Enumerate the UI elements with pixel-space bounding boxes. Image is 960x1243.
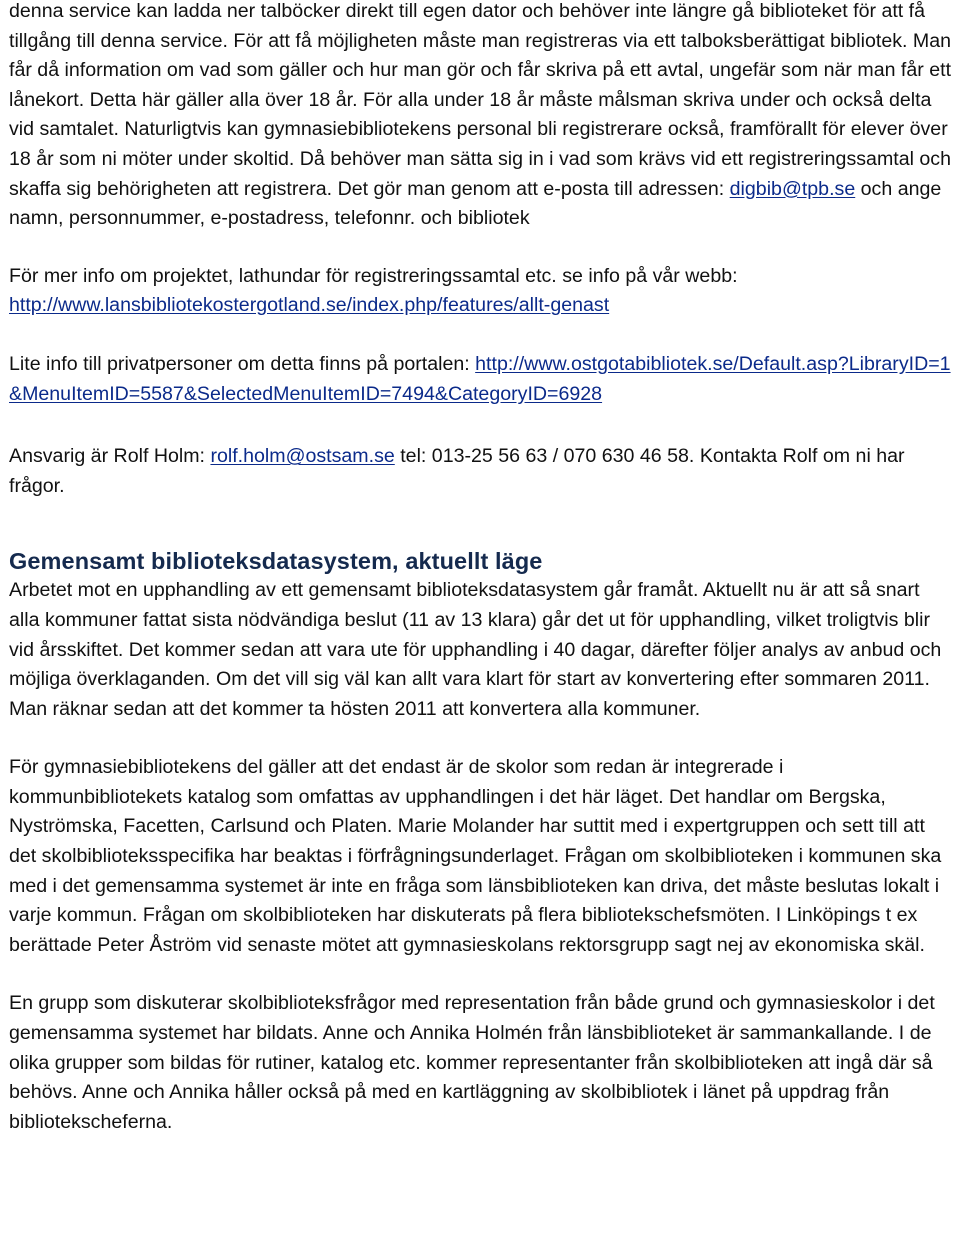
email-link-rolf-holm[interactable]: rolf.holm@ostsam.se <box>210 445 395 468</box>
paragraph-procurement: Arbetet mot en upphandling av ett gemensamt biblioteksdatasystem går framåt. Aktuellt nu är att så snart alla kommuner fattat sista nödvändiga beslut (11 av 13 klara) går det ut för upphandling, vilket troligtvis blir vid årsskiftet. Det kommer sedan att vara ute för upphandling i 40 dagar, därefter följer analys av anbud och möjliga överklaganden. Om det vill sig väl kan allt vara klart för start av konvertering efter sommaren 2011. Man räknar sedan att det kommer ta hösten 2011 att konvertera alla kommuner. <box>9 579 942 720</box>
paragraph-registration <box>9 0 952 234</box>
paragraph-portal-info <box>9 350 952 409</box>
email-link-digbib[interactable]: digbib@tpb.se <box>729 177 856 200</box>
paragraph-registration-tail: och ange namn, personnummer, e-postadress, telefonnr. och bibliotek <box>9 177 942 230</box>
paragraph-registration-text: denna service kan ladda ner talböcker direkt till egen dator och behöver inte längre gå biblioteket för att få tillgång till denna service. För att få möjligheten måste man registreras via ett talboksberättigat bibliotek. Man får då information om vad som gäller och hur man gör och får skriva på ett avtal, ungefär som när man får ett lånekort. Detta här gäller alla över 18 år. För alla under 18 år måste målsman skriva under och också delta vid samtalet. Naturligtvis kan gymnasiebibliotekens personal bli registrerare också, framförallt för elever över 18 år som ni möter under skoltid. Då behöver man sätta sig in i vad som krävs vid ett registreringssamtal och skaffa sig behörigheten att registrera. Det gör man genom att e-posta till adressen: <box>9 0 952 200</box>
paragraph-contact-tail: tel: 013-25 56 63 / 070 630 46 58. Kontakta Rolf om ni har frågor. <box>9 445 905 497</box>
paragraph-project-info-text: För mer info om projektet, lathundar för registreringssamtal etc. se info på vår webb: <box>9 264 738 287</box>
section-heading: Gemensamt biblioteksdatasystem, aktuellt läge <box>9 548 543 575</box>
paragraph-school-libraries: För gymnasiebibliotekens del gäller att det endast är de skolor som redan är integrerade i kommunbibliotekets katalog som omfattas av upphandlingen i det här läget. Det handlar om Bergska, Nyströmska, Facetten, Carlsund och Platen. Marie Molander har suttit med i expertgruppen och sett till att det skolbiblioteksspecifika har beaktas i förfrågningsunderlaget. Frågan om skolbiblioteken i kommunen ska med i det gemensamma systemet är inte en fråga som länsbiblioteken kan driva, det måste beslutas lokalt i varje kommun. Frågan om skolbiblioteken har diskuterats på flera bibliotekschefsmöten. I Linköpings t ex berättade Peter Åström vid senaste mötet att gymnasieskolans rektorsgrupp sagt nej av ekonomiska skäl. <box>9 756 942 956</box>
url-link-ostgotabibliotek[interactable]: http://www.ostgotabibliotek.se/Default.asp?LibraryID=1&MenuItemID=5587&SelectedMenuItemID=7494&CategoryID=6928 <box>9 352 951 405</box>
paragraph-portal-info-text: Lite info till privatpersoner om detta finns på portalen: <box>9 352 476 375</box>
paragraph-working-group: En grupp som diskuterar skolbiblioteksfrågor med representation från både grund och gymnasieskolor i det gemensamma systemet har bildats. Anne och Annika Holmén från länsbiblioteket är sammankallande. I de olika grupper som bildas för rutiner, katalog etc. kommer representanter från skolbiblioteken att ingå där så behövs. Anne och Annika håller också på med en kartläggning av skolbibliotek i länet på uppdrag från bibliotekscheferna. <box>9 992 935 1133</box>
paragraph-contact <box>9 442 952 501</box>
paragraph-contact-text: Ansvarig är Rolf Holm: <box>9 445 211 468</box>
url-link-lansbibliotek[interactable]: http://www.lansbibliotekostergotland.se/index.php/features/allt-genast <box>9 294 610 317</box>
paragraph-project-info <box>9 262 952 321</box>
